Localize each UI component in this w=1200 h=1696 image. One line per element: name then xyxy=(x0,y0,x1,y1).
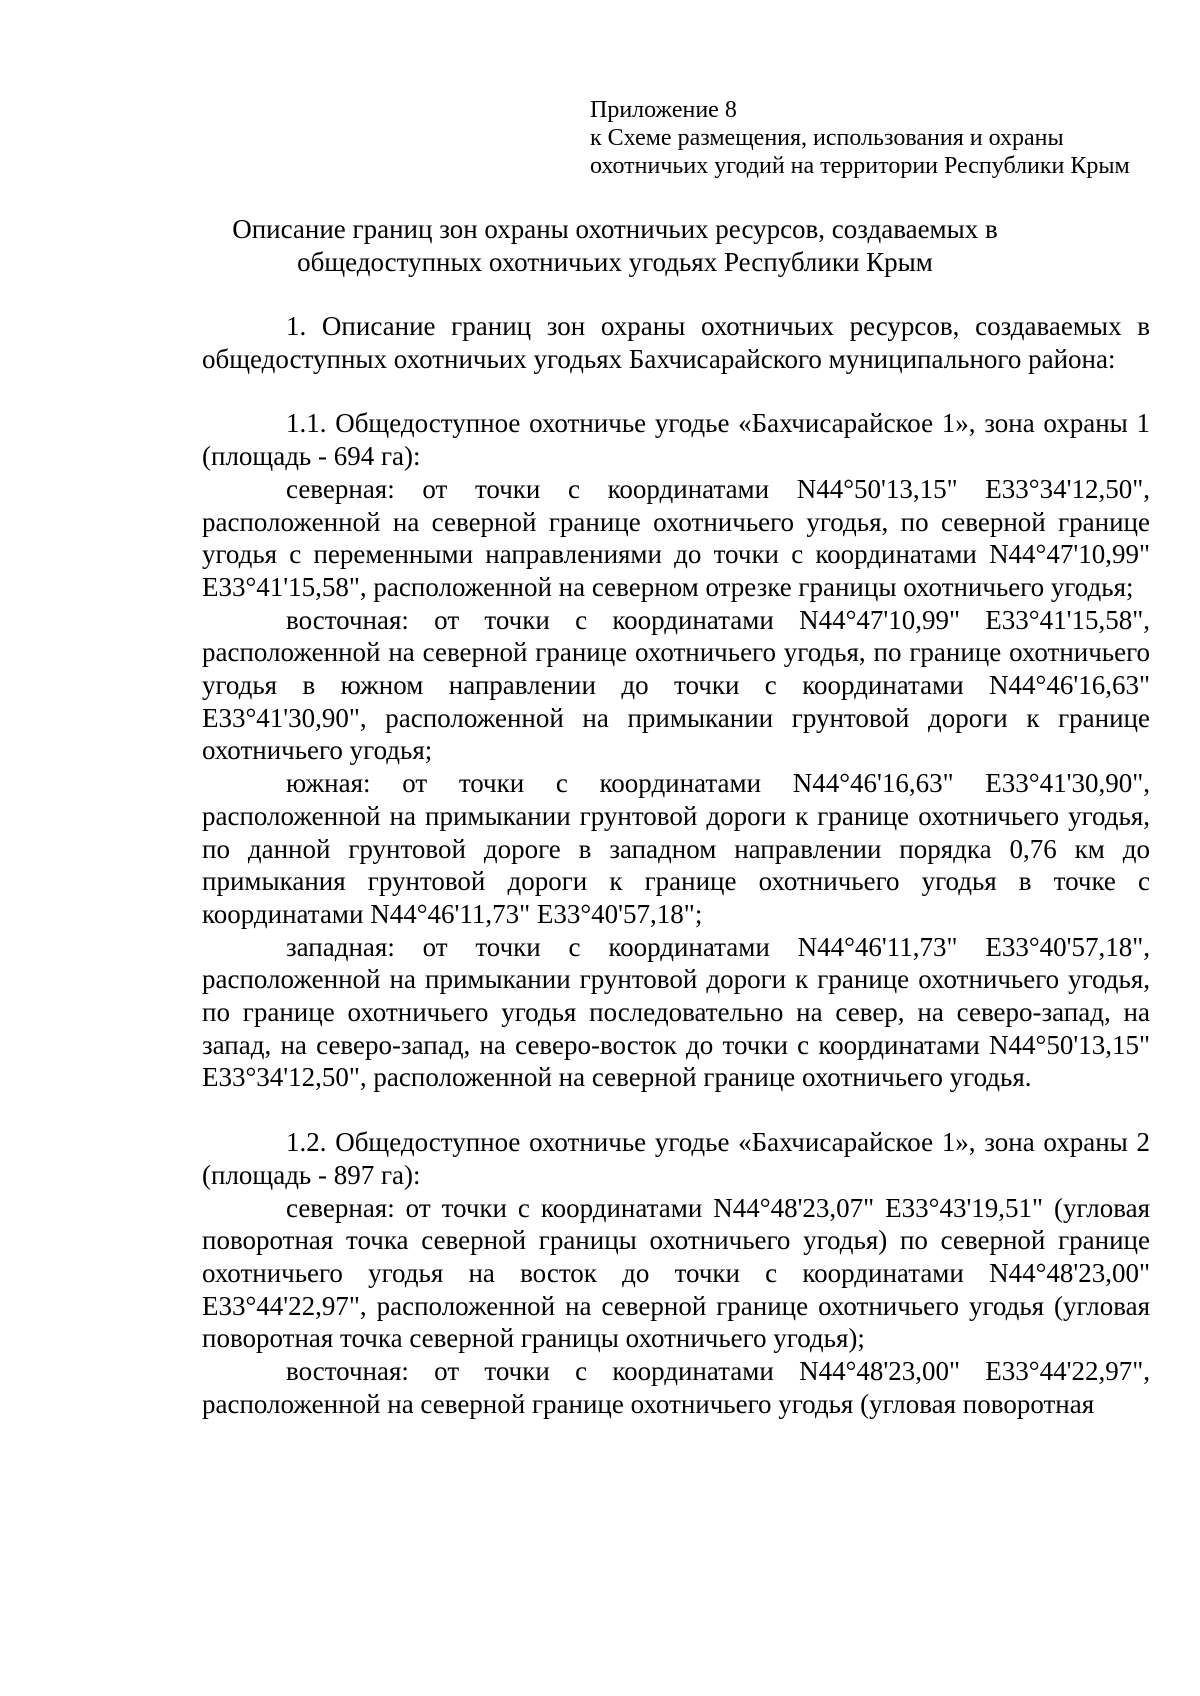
appendix-line-2: к Схеме размещения, использования и охраны xyxy=(590,125,1064,151)
title-line-1: Описание границ зон охраны охотничьих ресурсов, создаваемых в xyxy=(232,214,998,244)
zone-1-heading: 1.1. Общедоступное охотничье угодье «Бахчисарайское 1», зона охраны 1 (площадь - 694 га): xyxy=(202,408,1150,472)
document-title xyxy=(200,213,1030,279)
title-line-2: общедоступных охотничьих угодьях Республики Крым xyxy=(297,247,933,277)
zone-2-heading: 1.2. Общедоступное охотничье угодье «Бахчисарайское 1», зона охраны 2 (площадь - 897 га): xyxy=(202,1127,1150,1190)
appendix-note xyxy=(590,96,1130,180)
zone-1-north-boundary: северная: от точки с координатами N44°50'13,15" E33°34'12,50", расположенной на северной границе охотничьего угодья, по северной границе угодья с переменными направлениями до точки с координатами N44°47'10,99" E33°41'15,58", расположенной на северном отрезке границы охотничьего угодья; xyxy=(202,473,1150,602)
zone-1-east-boundary: восточная: от точки с координатами N44°47'10,99" E33°41'15,58", расположенной на северной границе охотничьего угодья, по границе охотничьего угодья в южном направлении до точки с координатами N44°46'16,63" E33°41'30,90", расположенной на примыкании грунтовой дороги к границе охотничьего угодья; xyxy=(202,604,1150,766)
document-body xyxy=(202,310,1150,1421)
section-1-heading: 1. Описание границ зон охраны охотничьих ресурсов, создаваемых в общедоступных охотничьих угодьях Бахчисарайского муниципального района: xyxy=(202,311,1150,374)
appendix-line-1: Приложение 8 xyxy=(590,97,737,123)
appendix-line-3: охотничьих угодий на территории Республики Крым xyxy=(590,153,1130,179)
zone-2-north-boundary: северная: от точки с координатами N44°48'23,07" E33°43'19,51" (угловая поворотная точка северной границы охотничьего угодья) по северной границе охотничьего угодья на восток до точки с координатами N44°48'23,00" E33°44'22,97", расположенной на северной границе охотничьего угодья (угловая поворотная точка северной границы охотничьего угодья); xyxy=(202,1192,1150,1354)
zone-1-south-boundary: южная: от точки с координатами N44°46'16,63" E33°41'30,90", расположенной на примыкании грунтовой дороги к границе охотничьего угодья, по данной грунтовой дороге в западном направлении порядка 0,76 км до примыкания грунтовой дороги к границе охотничьего угодья в точке с координатами N44°46'11,73" E33°40'57,18"; xyxy=(202,768,1150,929)
zone-2-east-boundary: восточная: от точки с координатами N44°48'23,00" E33°44'22,97", расположенной на северной границе охотничьего угодья (угловая поворотная xyxy=(202,1356,1150,1419)
zone-1-west-boundary: западная: от точки с координатами N44°46'11,73" E33°40'57,18", расположенной на примыкании грунтовой дороги к границе охотничьего угодья, по границе охотничьего угодья последовательно на север, на северо-запад, на запад, на северо-запад, на северо-восток до точки с координатами N44°50'13,15" E33°34'12,50", расположенной на северной границе охотничьего угодья. xyxy=(202,931,1150,1093)
